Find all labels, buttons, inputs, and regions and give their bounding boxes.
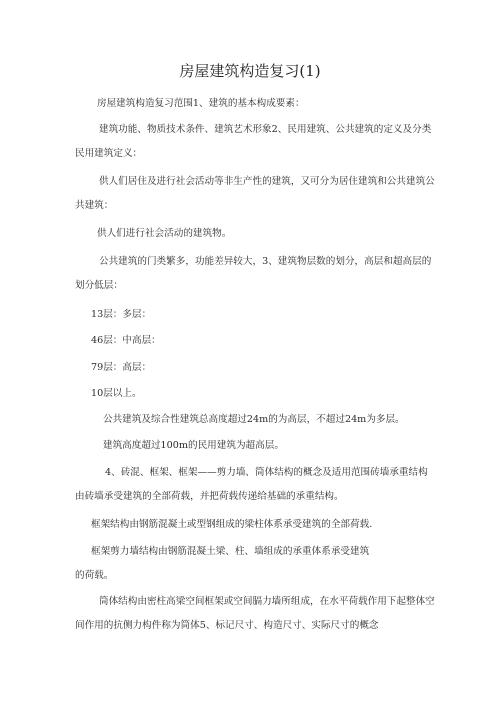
- paragraph-frame-shear-wall: 框架剪力墙结构由钢筋混凝土梁、柱、墙组成的承重体系承受建筑的荷载。: [75, 546, 370, 581]
- document-title: 房屋建筑构造复习(1): [179, 62, 321, 80]
- paragraph-floors-7-9: 79层：高层：: [91, 362, 152, 373]
- paragraph-floors-1-3: 13层：多层：: [91, 309, 152, 320]
- paragraph-building-elements: 建筑功能、物质技术条件、建筑艺术形象2、民用建筑、公共建筑的定义及分类民用建筑定义：: [75, 124, 432, 159]
- paragraph-frame-structure: 框架结构由钢筋混凝土或型钢组成的梁柱体系承受建筑的全部荷载.: [91, 519, 373, 530]
- paragraph-height-100m: 建筑高度超过100m的民用建筑为超高层。: [103, 440, 284, 451]
- paragraph-structure-types: 4、砖混、框架、框架——剪力墙、筒体结构的概念及适用范围砖墙承重结构由砖墙承受建筑的全部荷载，并把荷载传递给基础的承重结构。: [75, 467, 428, 502]
- paragraph-floor-division: 公共建筑的门类繁多，功能差异较大，3、建筑物层数的划分，高层和超高层的划分低层：: [75, 256, 432, 291]
- paragraph-floors-10-plus: 10层以上。: [91, 388, 142, 399]
- paragraph-floors-4-6: 46层：中高层：: [91, 335, 161, 346]
- paragraph-height-24m: 公共建筑及综合性建筑总高度超过24m的为高层，不超过24m为多层。: [103, 414, 405, 425]
- paragraph-civil-building-definition: 供人们居住及进行社会活动等非生产性的建筑，又可分为居住建筑和公共建筑公共建筑：: [75, 176, 435, 211]
- paragraph-public-building-definition: 供人们进行社会活动的建筑物。: [97, 228, 232, 239]
- paragraph-tube-structure: 筒体结构由密柱高梁空间框架或空间膈力墙所组成，在水平荷载作用下起整体空间作用的抗侧力构件称为筒体5、标记尺寸、构造尺寸、实际尺寸的概念: [75, 596, 435, 631]
- paragraph-scope: 房屋建筑构造复习范围1、建筑的基本构成要素：: [97, 98, 305, 109]
